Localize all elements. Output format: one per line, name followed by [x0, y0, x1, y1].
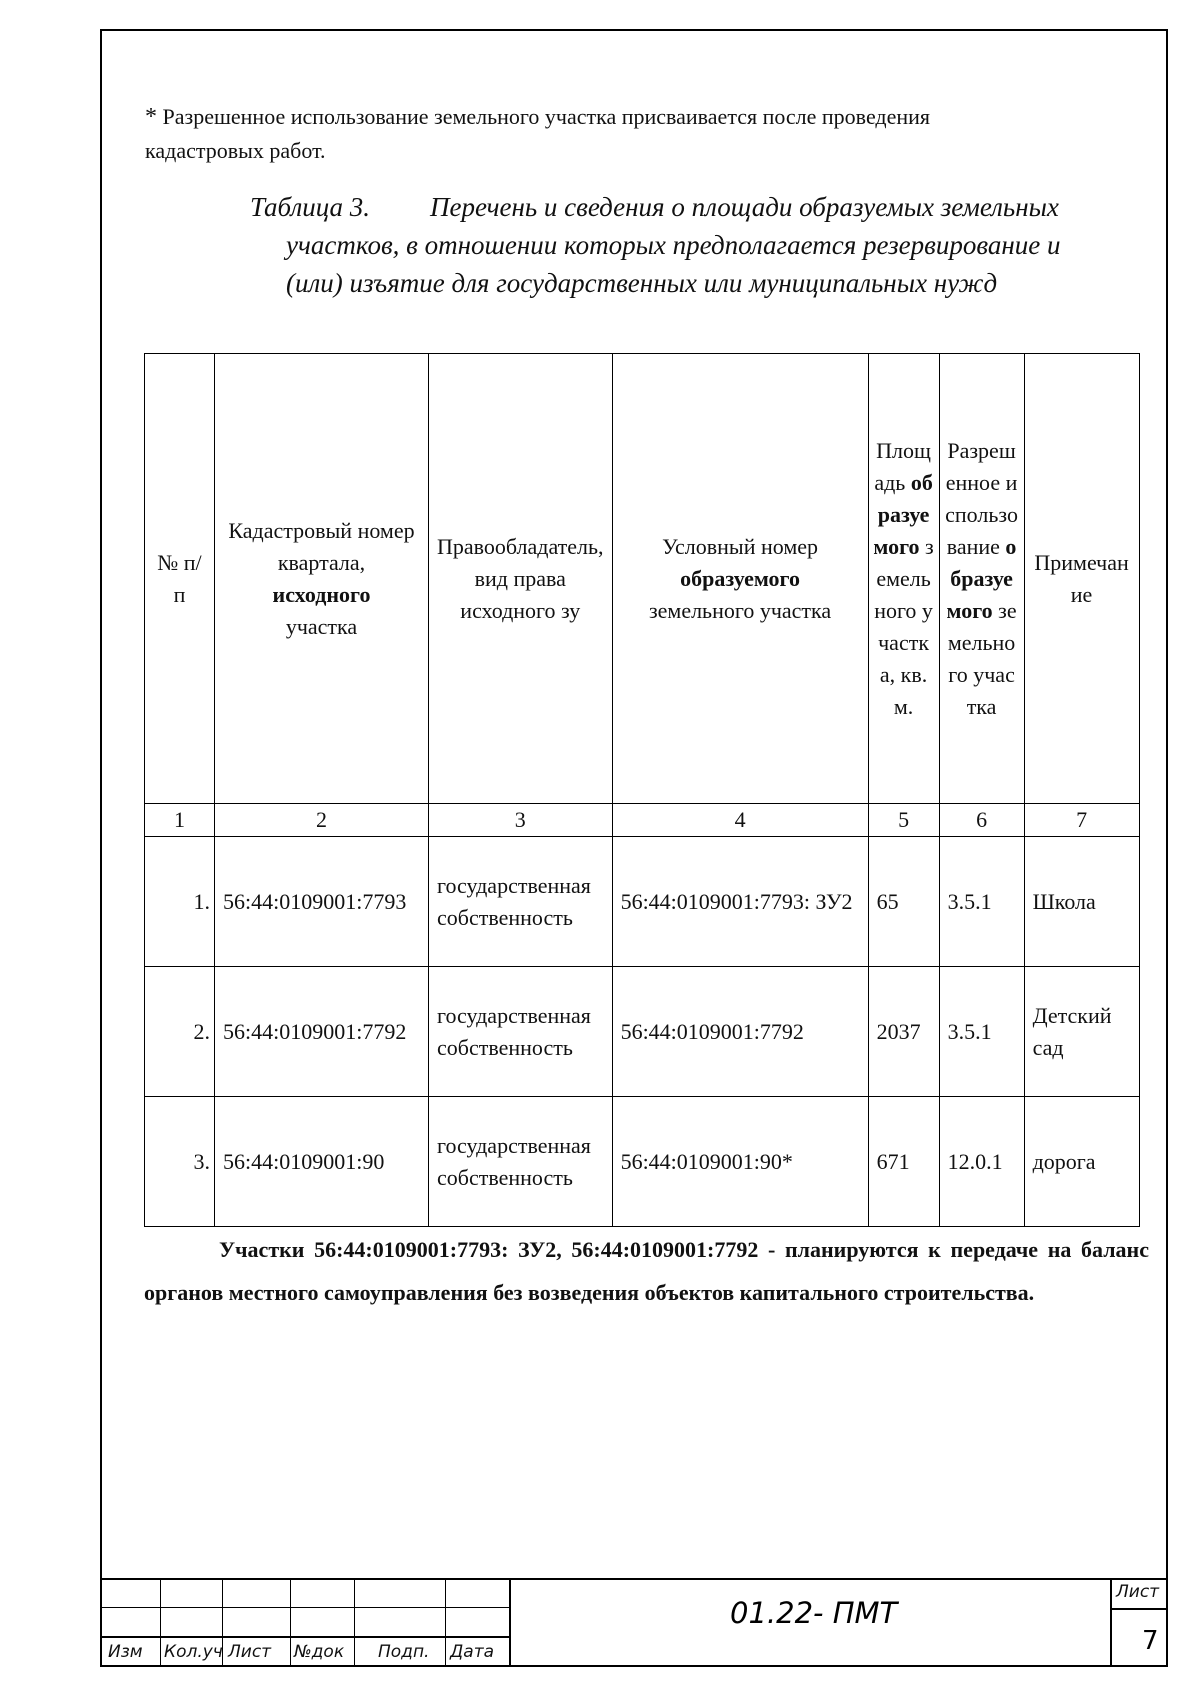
column-number: 5: [868, 804, 939, 837]
header-conditional: Условный номер образуемого земельного участка: [612, 354, 868, 804]
footnote-line2: кадастровых работ.: [145, 138, 326, 163]
footnote-line1: Разрешенное использование земельного участка присваивается после проведения: [157, 104, 931, 129]
row-number: 1.: [145, 837, 215, 967]
row-number: 3.: [145, 1097, 215, 1227]
conditional-number: 56:44:0109001:7793: ЗУ2: [612, 837, 868, 967]
header-cadastral: Кадастровый номер квартала, исходного участка: [215, 354, 429, 804]
table-row: [145, 837, 1140, 967]
conditional-number: 56:44:0109001:7792: [612, 967, 868, 1097]
owner-cell: государственная собственность: [429, 1097, 613, 1227]
caption-line3: (или) изъятие для государственных или муниципальных нужд: [286, 268, 998, 298]
header-owner: Правообладатель, вид права исходного зу: [429, 354, 613, 804]
sheet-cell-divider: [1110, 1608, 1168, 1610]
column-number: 1: [145, 804, 215, 837]
permitted-use-cell: 12.0.1: [939, 1097, 1024, 1227]
header-number: № п/п: [145, 354, 215, 804]
title-block-top-border: [100, 1578, 1168, 1580]
title-block: [100, 1578, 1168, 1667]
header-note: Примечание: [1024, 354, 1139, 804]
title-block-col-line: [160, 1578, 161, 1667]
caption-label: Таблица 3.: [250, 192, 371, 222]
footnote: [145, 100, 1135, 168]
label-list: Лист: [228, 1642, 272, 1662]
footnote-star: *: [145, 104, 157, 130]
conditional-number: 56:44:0109001:90*: [612, 1097, 868, 1227]
permitted-use-cell: 3.5.1: [939, 837, 1024, 967]
title-block-row-line: [100, 1607, 510, 1608]
note-cell: Школа: [1024, 837, 1139, 967]
caption-line1: Перечень и сведения о площади образуемых земельных: [430, 192, 1059, 222]
title-block-col-line: [290, 1578, 291, 1667]
note-cell: дорога: [1024, 1097, 1139, 1227]
land-plots-table: [144, 353, 1140, 1227]
label-izm: Изм: [108, 1642, 143, 1662]
column-number: 6: [939, 804, 1024, 837]
table-header-row: [145, 354, 1140, 804]
column-number: 2: [215, 804, 429, 837]
permitted-use-cell: 3.5.1: [939, 967, 1024, 1097]
area-cell: 2037: [868, 967, 939, 1097]
document-code: 01.22- ПМТ: [730, 1596, 898, 1630]
table-caption: [250, 188, 1130, 302]
area-cell: 65: [868, 837, 939, 967]
row-number: 2.: [145, 967, 215, 1097]
title-block-col-line: [1110, 1578, 1112, 1667]
owner-cell: государственная собственность: [429, 967, 613, 1097]
table-row: [145, 1097, 1140, 1227]
label-data: Дата: [450, 1642, 495, 1662]
label-kol-uch: Кол.уч: [164, 1642, 223, 1662]
column-number: 4: [612, 804, 868, 837]
area-cell: 671: [868, 1097, 939, 1227]
sheet-label: Лист: [1116, 1582, 1160, 1602]
label-podp: Подп.: [378, 1642, 430, 1662]
header-permitted-use: Разрешенное использование образуемого земельного участка: [939, 354, 1024, 804]
sheet-number: 7: [1142, 1626, 1159, 1656]
cadastral-number: 56:44:0109001:90: [215, 1097, 429, 1227]
title-block-row-line: [100, 1636, 510, 1638]
title-block-col-line: [509, 1578, 511, 1667]
title-block-col-line: [445, 1578, 446, 1667]
column-number: 7: [1024, 804, 1139, 837]
title-block-col-line: [354, 1578, 355, 1667]
column-number-row: [145, 804, 1140, 837]
table-row: [145, 967, 1140, 1097]
owner-cell: государственная собственность: [429, 837, 613, 967]
cadastral-number: 56:44:0109001:7793: [215, 837, 429, 967]
label-ndok: №док: [294, 1642, 345, 1662]
note-cell: Детский сад: [1024, 967, 1139, 1097]
header-area: Площадь образуемого земельного участка, кв. м.: [868, 354, 939, 804]
conclusion-paragraph: Участки 56:44:0109001:7793: ЗУ2, 56:44:0109001:7792 - планируются к передаче на баланс органов местного самоуправления без возведения объектов капитального строительства.: [144, 1237, 1149, 1305]
cadastral-number: 56:44:0109001:7792: [215, 967, 429, 1097]
caption-line2: участков, в отношении которых предполагается резервирование и: [286, 230, 1061, 260]
column-number: 3: [429, 804, 613, 837]
